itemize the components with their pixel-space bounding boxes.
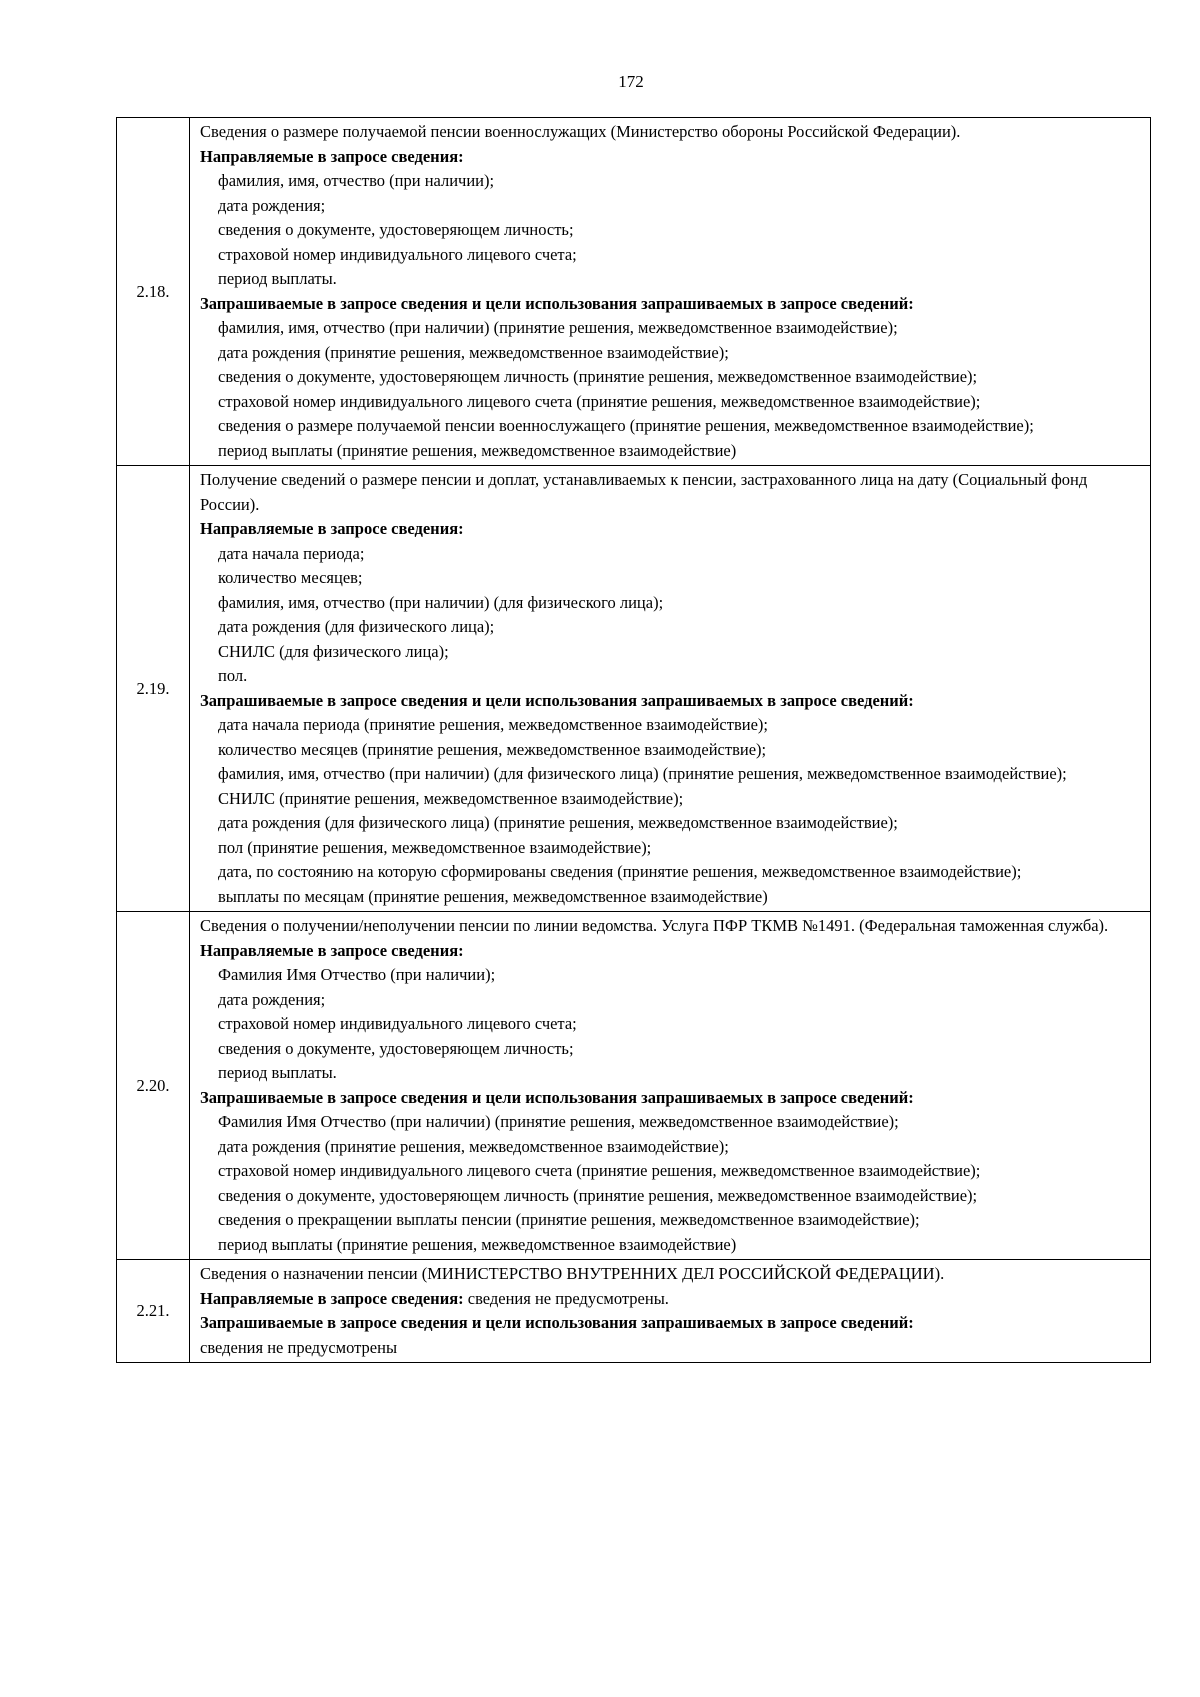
row-number: 2.21. <box>117 1260 190 1363</box>
sent-item: фамилия, имя, отчество (при наличии); <box>218 171 495 190</box>
requested-item: страховой номер индивидуального лицевого счета (принятие решения, межведомственное взаимодействие); <box>218 391 981 411</box>
row-title: Сведения о размере получаемой пенсии военнослужащих (Министерство обороны Российской Федерации). <box>200 122 961 141</box>
page-number: 172 <box>618 72 644 91</box>
table-row <box>117 118 1151 466</box>
requested-item: дата рождения (принятие решения, межведомственное взаимодействие); <box>218 1136 729 1156</box>
sent-inline-value: сведения не предусмотрены. <box>467 1288 669 1308</box>
row-content <box>190 1260 1151 1363</box>
sent-item: страховой номер индивидуального лицевого счета; <box>218 244 577 264</box>
requested-item: страховой номер индивидуального лицевого счета (принятие решения, межведомственное взаимодействие); <box>218 1161 981 1180</box>
requested-heading: Запрашиваемые в запросе сведения и цели использования запрашиваемых в запросе сведений: <box>200 690 914 710</box>
row-number: 2.19. <box>117 466 190 912</box>
row-title: Сведения о назначении пенсии (МИНИСТЕРСТВО ВНУТРЕННИХ ДЕЛ РОССИЙСКОЙ ФЕДЕРАЦИИ). <box>200 1264 945 1283</box>
sent-item: сведения о документе, удостоверяющем личность; <box>218 1038 574 1058</box>
sent-item: период выплаты. <box>218 269 337 288</box>
sent-heading: Направляемые в запросе сведения: <box>200 1288 464 1308</box>
sent-item: сведения о документе, удостоверяющем личность; <box>218 220 574 239</box>
requested-item: дата рождения (для физического лица) (принятие решения, межведомственное взаимодействие); <box>218 813 898 832</box>
requested-item: дата, по состоянию на которую сформированы сведения (принятие решения, межведомственное взаимодействие); <box>218 862 1022 881</box>
row-content <box>190 912 1151 1260</box>
requested-item: период выплаты (принятие решения, межведомственное взаимодействие) <box>218 440 737 460</box>
table-row <box>117 466 1151 912</box>
row-content <box>190 118 1151 466</box>
requested-item: количество месяцев (принятие решения, межведомственное взаимодействие); <box>218 739 767 759</box>
requested-item: сведения о документе, удостоверяющем личность (принятие решения, межведомственное взаимодействие); <box>218 367 978 386</box>
row-number: 2.18. <box>117 118 190 466</box>
sent-heading: Направляемые в запросе сведения: <box>200 519 464 538</box>
requested-item: сведения о размере получаемой пенсии военнослужащего (принятие решения, межведомственное взаимодействие); <box>218 416 1034 435</box>
row-number: 2.20. <box>117 912 190 1260</box>
requested-item: сведения о прекращении выплаты пенсии (принятие решения, межведомственное взаимодействие); <box>218 1210 920 1229</box>
sent-item: количество месяцев; <box>218 568 363 587</box>
sent-item: дата рождения (для физического лица); <box>218 617 495 636</box>
sent-item: дата рождения; <box>218 195 326 215</box>
sent-item: пол. <box>218 666 248 685</box>
sent-item: Фамилия Имя Отчество (при наличии); <box>218 965 496 984</box>
sent-item: фамилия, имя, отчество (при наличии) (для физического лица); <box>218 592 664 612</box>
requested-item: Фамилия Имя Отчество (при наличии) (принятие решения, межведомственное взаимодействие); <box>218 1112 899 1131</box>
requested-item: дата рождения (принятие решения, межведомственное взаимодействие); <box>218 342 729 362</box>
sent-heading: Направляемые в запросе сведения: <box>200 146 464 166</box>
requested-item: пол (принятие решения, межведомственное взаимодействие); <box>218 837 652 857</box>
table-row <box>117 1260 1151 1363</box>
requested-item: сведения о документе, удостоверяющем личность (принятие решения, межведомственное взаимодействие); <box>218 1185 978 1205</box>
sent-item: СНИЛС (для физического лица); <box>218 641 449 661</box>
requested-heading: Запрашиваемые в запросе сведения и цели использования запрашиваемых в запросе сведений: <box>200 293 914 313</box>
row-content <box>190 466 1151 912</box>
requested-heading: Запрашиваемые в запросе сведения и цели использования запрашиваемых в запросе сведений: <box>200 1313 914 1332</box>
sent-item: дата рождения; <box>218 989 326 1009</box>
requested-item: фамилия, имя, отчество (при наличии) (для физического лица) (принятие решения, межведомственное взаимодействие); <box>218 764 1067 783</box>
sent-item: страховой номер индивидуального лицевого счета; <box>218 1014 577 1033</box>
row-title: Получение сведений о размере пенсии и доплат, устанавливаемых к пенсии, застрахованного лица на дату (Социальный фонд России). <box>200 470 1088 514</box>
sent-line <box>200 1287 1140 1312</box>
sent-heading: Направляемые в запросе сведения: <box>200 940 464 960</box>
requested-item: выплаты по месяцам (принятие решения, межведомственное взаимодействие) <box>218 886 768 906</box>
requested-heading: Запрашиваемые в запросе сведения и цели использования запрашиваемых в запросе сведений: <box>200 1087 914 1107</box>
requested-value: сведения не предусмотрены <box>200 1337 398 1357</box>
table-row <box>117 912 1151 1260</box>
sent-item: период выплаты. <box>218 1063 337 1082</box>
requested-item: дата начала периода (принятие решения, межведомственное взаимодействие); <box>218 715 768 734</box>
requested-item: период выплаты (принятие решения, межведомственное взаимодействие) <box>218 1234 737 1254</box>
requested-item: СНИЛС (принятие решения, межведомственное взаимодействие); <box>218 788 684 808</box>
sent-item: дата начала периода; <box>218 543 365 563</box>
requested-item: фамилия, имя, отчество (при наличии) (принятие решения, межведомственное взаимодействие); <box>218 318 898 337</box>
row-title: Сведения о получении/неполучении пенсии по линии ведомства. Услуга ПФР ТКМВ №1491. (Федеральная таможенная служба). <box>200 916 1109 935</box>
document-table <box>116 117 1151 1363</box>
